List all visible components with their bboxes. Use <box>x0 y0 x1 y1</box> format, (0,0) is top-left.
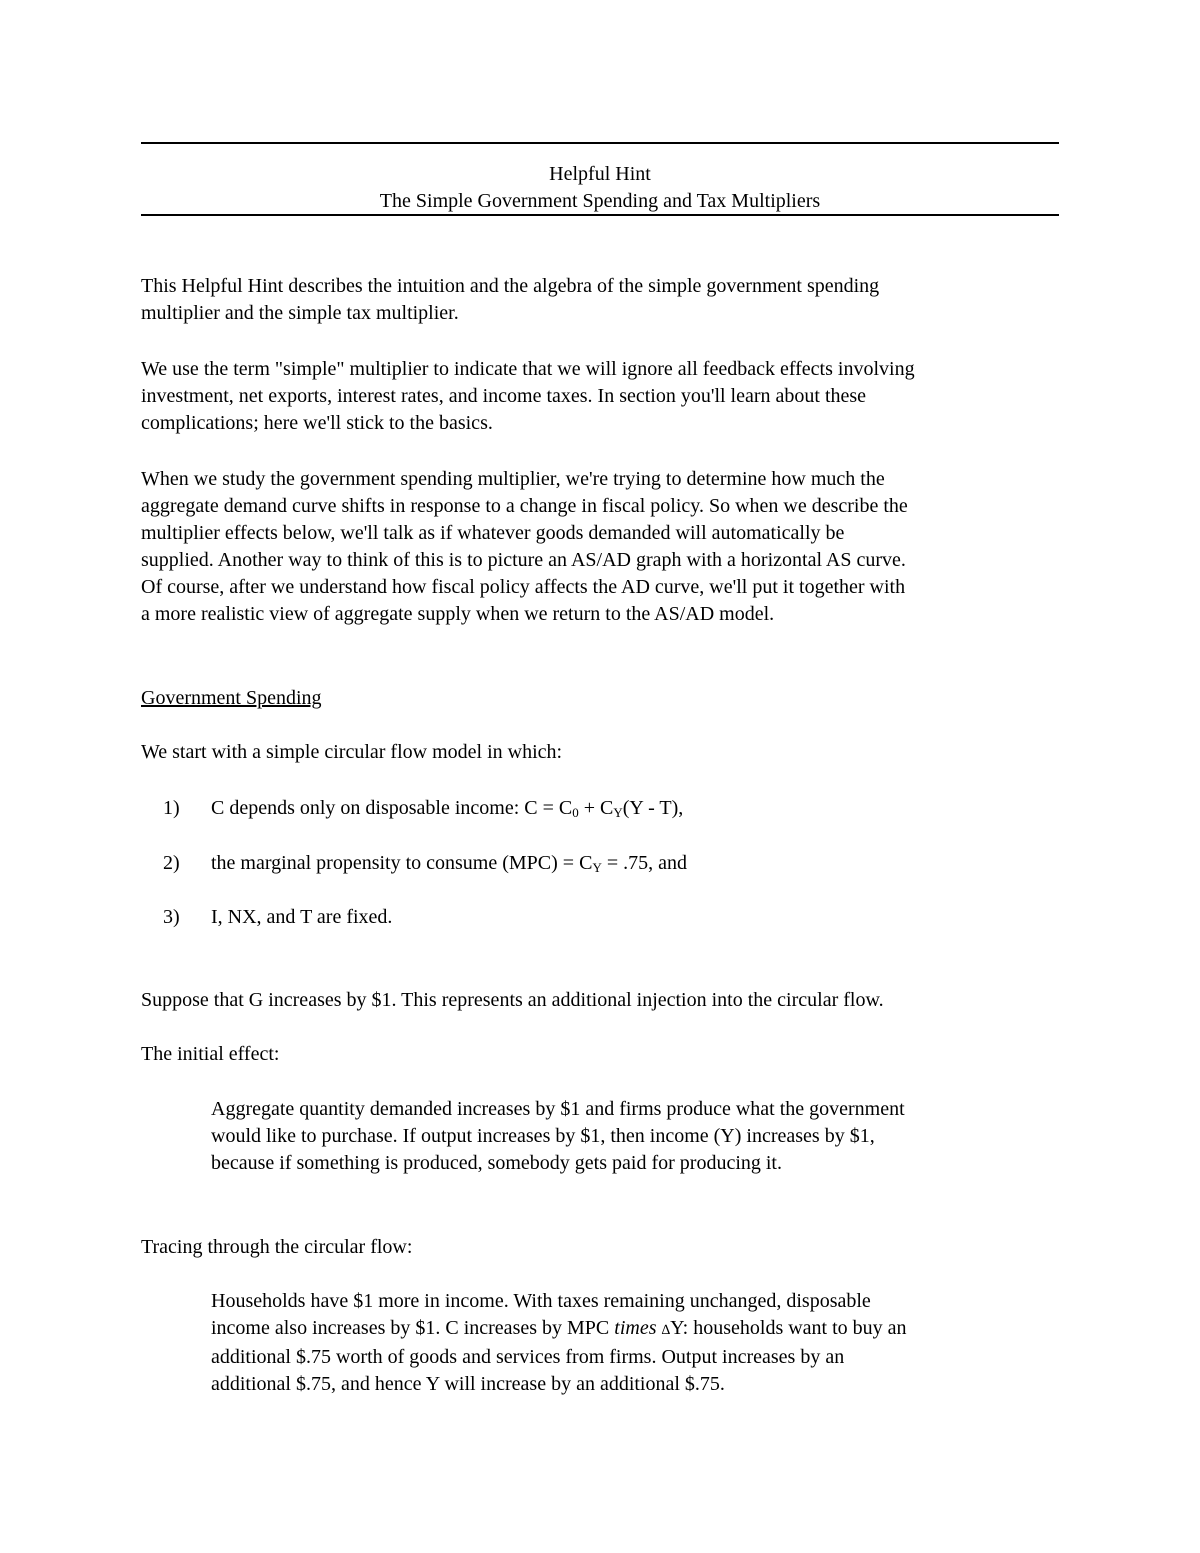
list-text: = .75, and <box>601 852 687 874</box>
times-italic: times <box>614 1317 657 1339</box>
text-line: aggregate demand curve shifts in response to a change in fiscal policy. So when we describe the <box>141 495 908 517</box>
list-number: 3) <box>163 906 180 928</box>
initial-effect-text <box>211 1096 1071 1177</box>
list-number: 2) <box>163 852 180 874</box>
text-line: Households have $1 more in income. With taxes remaining unchanged, disposable <box>211 1290 871 1312</box>
text-line: would like to purchase. If output increases by $1, then income (Y) increases by $1, <box>211 1125 875 1147</box>
list-text: (Y - T), <box>622 797 684 819</box>
text-line: complications; here we'll stick to the basics. <box>141 412 493 434</box>
text-line: investment, net exports, interest rates, and income taxes. In section you'll learn about these <box>141 385 867 407</box>
list-text: I, NX, and T are fixed. <box>211 906 393 928</box>
text-line: multiplier and the simple tax multiplier. <box>141 302 459 324</box>
list-item-3 <box>163 904 392 931</box>
text-line: When we study the government spending multiplier, we're trying to determine how much the <box>141 468 885 490</box>
list-text: + C <box>578 797 614 819</box>
tracing-text <box>211 1288 1071 1398</box>
document-title: Helpful Hint <box>549 163 651 185</box>
text-line: a more realistic view of aggregate supply when we return to the AS/AD model. <box>141 603 775 625</box>
list-text: C depends only on disposable income: C = C <box>211 797 573 819</box>
header-rule-top <box>141 142 1059 144</box>
text-line: We use the term "simple" multiplier to indicate that we will ignore all feedback effects involving <box>141 358 915 380</box>
text-line: multiplier effects below, we'll talk as if whatever goods demanded will automatically be <box>141 522 845 544</box>
header-rule-bottom <box>141 214 1059 216</box>
text-line: This Helpful Hint describes the intuition and the algebra of the simple government spending <box>141 275 880 297</box>
intro-paragraph-1 <box>141 273 1059 327</box>
text-line: additional $.75, and hence Y will increase by an additional $.75. <box>211 1373 725 1395</box>
section-heading: Government Spending <box>141 687 322 709</box>
text-line: supplied. Another way to think of this is to picture an AS/AD graph with a horizontal AS curve. <box>141 549 906 571</box>
text-line: additional $.75 worth of goods and services from firms. Output increases by an <box>211 1346 845 1368</box>
subscript: Y <box>613 805 623 820</box>
text-line <box>211 1315 1071 1344</box>
document-subtitle: The Simple Government Spending and Tax Multipliers <box>379 190 821 212</box>
section-lead: We start with a simple circular flow model in which: <box>141 741 563 763</box>
intro-paragraph-3 <box>141 466 1059 628</box>
delta-symbol: ∆ <box>661 1323 671 1338</box>
suppose-paragraph: Suppose that G increases by $1. This represents an additional injection into the circular flow. <box>141 989 884 1011</box>
list-text: the marginal propensity to consume (MPC) = C <box>211 852 593 874</box>
list-item-2 <box>163 850 687 877</box>
initial-effect-label: The initial effect: <box>141 1043 280 1065</box>
list-item-1 <box>163 795 683 822</box>
subscript: Y <box>592 860 602 875</box>
text-line: because if something is produced, somebody gets paid for producing it. <box>211 1152 782 1174</box>
text-segment: Y: households want to buy an <box>670 1317 907 1339</box>
text-line: Of course, after we understand how fiscal policy affects the AD curve, we'll put it together with <box>141 576 906 598</box>
subscript: 0 <box>572 805 579 820</box>
tracing-label: Tracing through the circular flow: <box>141 1236 413 1258</box>
list-number: 1) <box>163 797 180 819</box>
text-segment: income also increases by $1. C increases by MPC <box>211 1317 615 1339</box>
text-line: Aggregate quantity demanded increases by $1 and firms produce what the government <box>211 1098 905 1120</box>
intro-paragraph-2 <box>141 356 1059 437</box>
